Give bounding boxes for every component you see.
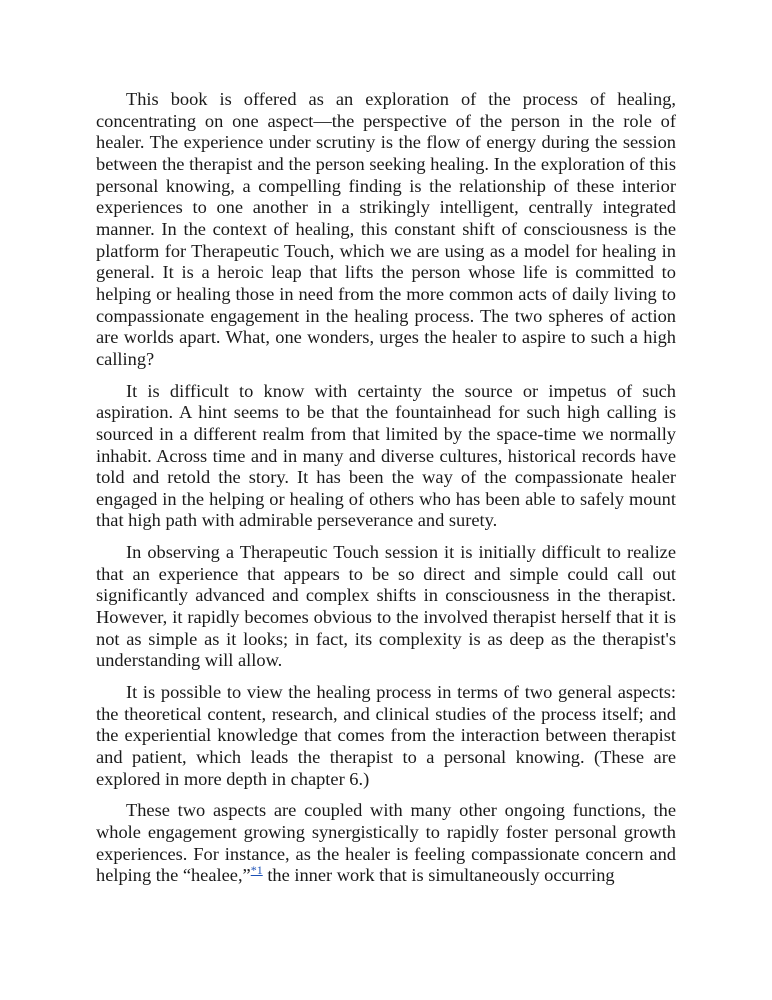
paragraph-4: It is possible to view the healing process in terms of two general aspects: the theoretical content, research, and clinical studies of the process itself; and the experiential knowledge that comes from the interaction between therapist and patient, which leads the therapist to a personal knowing. (These are explored in more depth in chapter 6.) [96, 682, 676, 789]
paragraph-2: It is difficult to know with certainty the source or impetus of such aspiration. A hint seems to be that the fountainhead for such high calling is sourced in a different realm from that limited by the space-time we normally inhabit. Across time and in many and diverse cultures, historical records have told and retold the story. It has been the way of the compassionate healer engaged in the helping or healing of others who has been able to safely mount that high path with admirable perseverance and surety. [96, 380, 676, 531]
paragraph-5-text: These two aspects are coupled with many other ongoing functions, the whole engagement growing synergistically to rapidly foster personal growth experiences. For instance, as the healer is feeling compassionate concern and helping the “healee,” [96, 800, 676, 886]
footnote-link[interactable]: *1 [250, 863, 263, 878]
paragraph-5-continuation: the inner work that is simultaneously occurring [262, 865, 615, 886]
paragraph-1: This book is offered as an exploration of the process of healing, concentrating on one aspect—the perspective of the person in the role of healer. The experience under scrutiny is the flow of energy during the session between the therapist and the person seeking healing. In the exploration of this personal knowing, a compelling finding is the relationship of these interior experiences to one another in a strikingly intelligent, centrally integrated manner. In the context of healing, this constant shift of consciousness is the platform for Therapeutic Touch, which we are using as a model for healing in general. It is a heroic leap that lifts the person whose life is committed to helping or healing those in need from the more common acts of daily living to compassionate engagement in the healing process. The two spheres of action are worlds apart. What, one wonders, urges the healer to aspire to such a high calling? [96, 89, 676, 369]
paragraph-3: In observing a Therapeutic Touch session it is initially difficult to realize that an experience that appears to be so direct and simple could call out significantly advanced and complex shifts in consciousness in the therapist. However, it rapidly becomes obvious to the involved therapist herself that it is not as simple as it looks; in fact, its complexity is as deep as the therapist's understanding will allow. [96, 542, 676, 671]
document-page [96, 89, 676, 887]
paragraph-5 [96, 800, 676, 887]
